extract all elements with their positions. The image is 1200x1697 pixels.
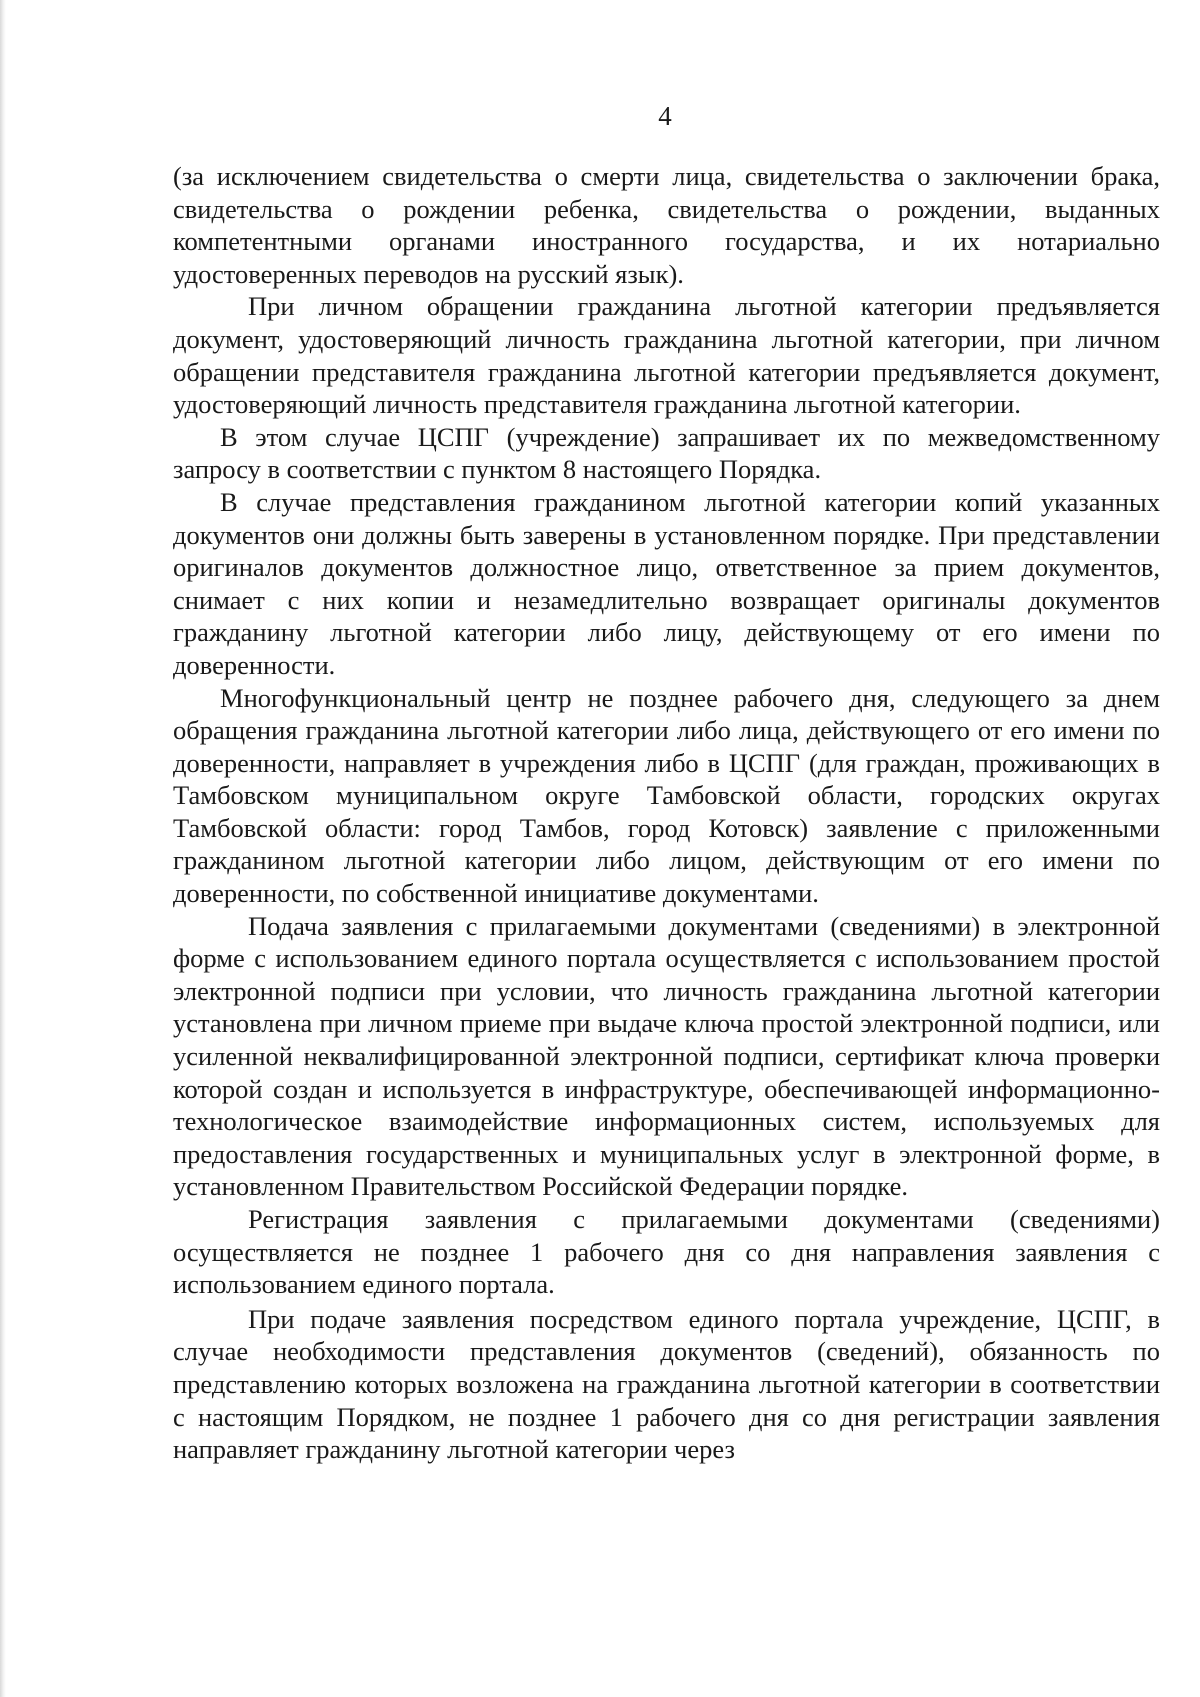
paragraph-4: В случае представления гражданином льготной категории копий указанных документов они должны быть заверены в установленном порядке. При представлении оригиналов документов должностное лицо, ответственное за прием документов, снимает с них копии и незамедлительно возвращает оригиналы документов гражданину льготной категории либо лицу, действующему от его имени по доверенности.: [173, 486, 1160, 680]
paragraph-8: При подаче заявления посредством единого портала учреждение, ЦСПГ, в случае необходимости представления документов (сведений), обязанность по представлению которых возложена на гражданина льготной категории в соответствии с настоящим Порядком, не позднее 1 рабочего дня со дня регистрации заявления направляет гражданину льготной категории через: [173, 1303, 1160, 1465]
paragraph-2: При личном обращении гражданина льготной категории предъявляется документ, удостоверяющий личность гражданина льготной категории, при личном обращении представителя гражданина льготной категории предъявляется документ, удостоверяющий личность представителя гражданина льготной категории.: [173, 291, 1160, 420]
document-body: [173, 160, 1160, 1466]
scan-edge: [0, 0, 6, 1697]
paragraph-6: Подача заявления с прилагаемыми документами (сведениями) в электронной форме с использованием единого портала осуществляется с использованием простой электронной подписи при условии, что личность гражданина льготной категории установлена при личном приеме при выдаче ключа простой электронной подписи, или усиленной неквалифицированной электронной подписи, сертификат ключа проверки которой создан и используется в инфраструктуре, обеспечивающей информационно-технологическое взаимодействие информационных систем, используемых для предоставления государственных и муниципальных услуг в электронной форме, в установленном Правительством Российской Федерации порядке.: [173, 910, 1160, 1202]
paragraph-1: (за исключением свидетельства о смерти лица, свидетельства о заключении брака, свидетельства о рождении ребенка, свидетельства о рождении, выданных компетентными органами иностранного государства, и их нотариально удостоверенных переводов на русский язык).: [173, 161, 1160, 289]
paragraph-3: В этом случае ЦСПГ (учреждение) запрашивает их по межведомственному запросу в соответствии с пунктом 8 настоящего Порядка.: [173, 421, 1160, 485]
paragraph-7: Регистрация заявления с прилагаемыми документами (сведениями) осуществляется не позднее 1 рабочего дня со дня направления заявления с использованием единого портала.: [173, 1204, 1160, 1300]
paragraph-5: Многофункциональный центр не позднее рабочего дня, следующего за днем обращения гражданина льготной категории либо лица, действующего от его имени по доверенности, направляет в учреждения либо в ЦСПГ (для граждан, проживающих в Тамбовском муниципальном округе Тамбовской области, городских округах Тамбовской области: город Тамбов, город Котовск) заявление с приложенными гражданином льготной категории либо лицом, действующим от его имени по доверенности, по собственной инициативе документами.: [173, 682, 1160, 909]
page-number: 4: [658, 101, 672, 131]
